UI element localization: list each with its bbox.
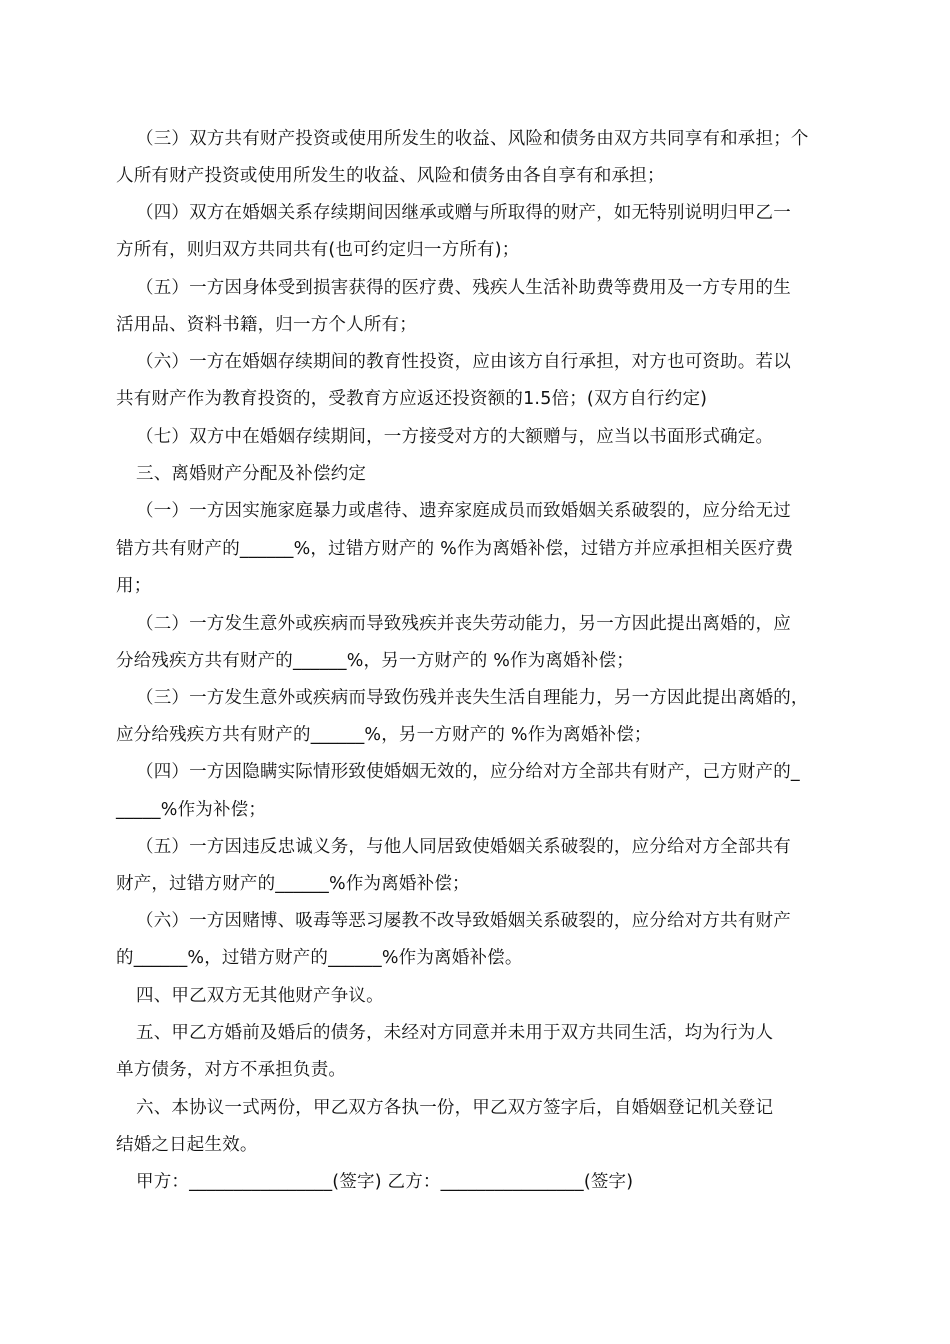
text-line: （五）一方因违反忠诚义务，与他人同居致使婚姻关系破裂的，应分给对方全部共有 bbox=[136, 837, 791, 857]
text-line: （三）一方发生意外或疾病而导致伤残并丧失生活自理能力，另一方因此提出离婚的， bbox=[136, 688, 809, 708]
text-line: 活用品、资料书籍，归一方个人所有； bbox=[116, 315, 417, 335]
signature-line: 甲方：________________(签字) 乙方：________________(签字) bbox=[136, 1172, 634, 1192]
text-line: 五、甲乙方婚前及婚后的债务，未经对方同意并未用于双方共同生活，均为行为人 bbox=[136, 1023, 774, 1043]
text-line: （六）一方在婚姻存续期间的教育性投资，应由该方自行承担，对方也可资助。若以 bbox=[136, 352, 791, 372]
text-line: _____%作为补偿； bbox=[116, 800, 267, 820]
text-line: （四）双方在婚姻关系存续期间因继承或赠与所取得的财产，如无特别说明归甲乙一 bbox=[136, 203, 791, 223]
text-line: 共有财产作为教育投资的，受教育方应返还投资额的1.5倍；(双方自行约定) bbox=[116, 389, 708, 409]
text-line: （三）双方共有财产投资或使用所发生的收益、风险和债务由双方共同享有和承担；个 bbox=[136, 129, 809, 149]
text-line: （七）双方中在婚姻存续期间，一方接受对方的大额赠与，应当以书面形式确定。 bbox=[136, 427, 774, 447]
text-line: （二）一方发生意外或疾病而导致残疾并丧失劳动能力，另一方因此提出离婚的，应 bbox=[136, 614, 791, 634]
section-heading: 三、离婚财产分配及补偿约定 bbox=[136, 464, 367, 484]
text-line: 的______%，过错方财产的______%作为离婚补偿。 bbox=[116, 948, 523, 968]
text-line: 财产，过错方财产的______%作为离婚补偿； bbox=[116, 874, 470, 894]
text-line: 用； bbox=[116, 576, 152, 596]
text-line: （六）一方因赌博、吸毒等恶习屡教不改导致婚姻关系破裂的，应分给对方共有财产 bbox=[136, 911, 791, 931]
text-line: （四）一方因隐瞒实际情形致使婚姻无效的，应分给对方全部共有财产，己方财产的_ bbox=[136, 762, 800, 782]
text-line: 分给残疾方共有财产的______%，另一方财产的 %作为离婚补偿； bbox=[116, 651, 634, 671]
text-line: 结婚之日起生效。 bbox=[116, 1135, 258, 1155]
text-line: 单方债务，对方不承担负责。 bbox=[116, 1060, 347, 1080]
text-line: （五）一方因身体受到损害获得的医疗费、残疾人生活补助费等费用及一方专用的生 bbox=[136, 278, 791, 298]
text-line: 应分给残疾方共有财产的______%，另一方财产的 %作为离婚补偿； bbox=[116, 725, 652, 745]
text-line: 方所有，则归双方共同共有(也可约定归一方所有)； bbox=[116, 240, 520, 260]
text-line: 人所有财产投资或使用所发生的收益、风险和债务由各自享有和承担； bbox=[116, 166, 665, 186]
section-heading: 四、甲乙双方无其他财产争议。 bbox=[136, 986, 384, 1006]
text-line: 错方共有财产的______%，过错方财产的 %作为离婚补偿，过错方并应承担相关医疗费 bbox=[116, 539, 794, 559]
text-line: 六、本协议一式两份，甲乙双方各执一份，甲乙双方签字后，自婚姻登记机关登记 bbox=[136, 1098, 774, 1118]
text-line: （一）一方因实施家庭暴力或虐待、遗弃家庭成员而致婚姻关系破裂的，应分给无过 bbox=[136, 501, 791, 521]
